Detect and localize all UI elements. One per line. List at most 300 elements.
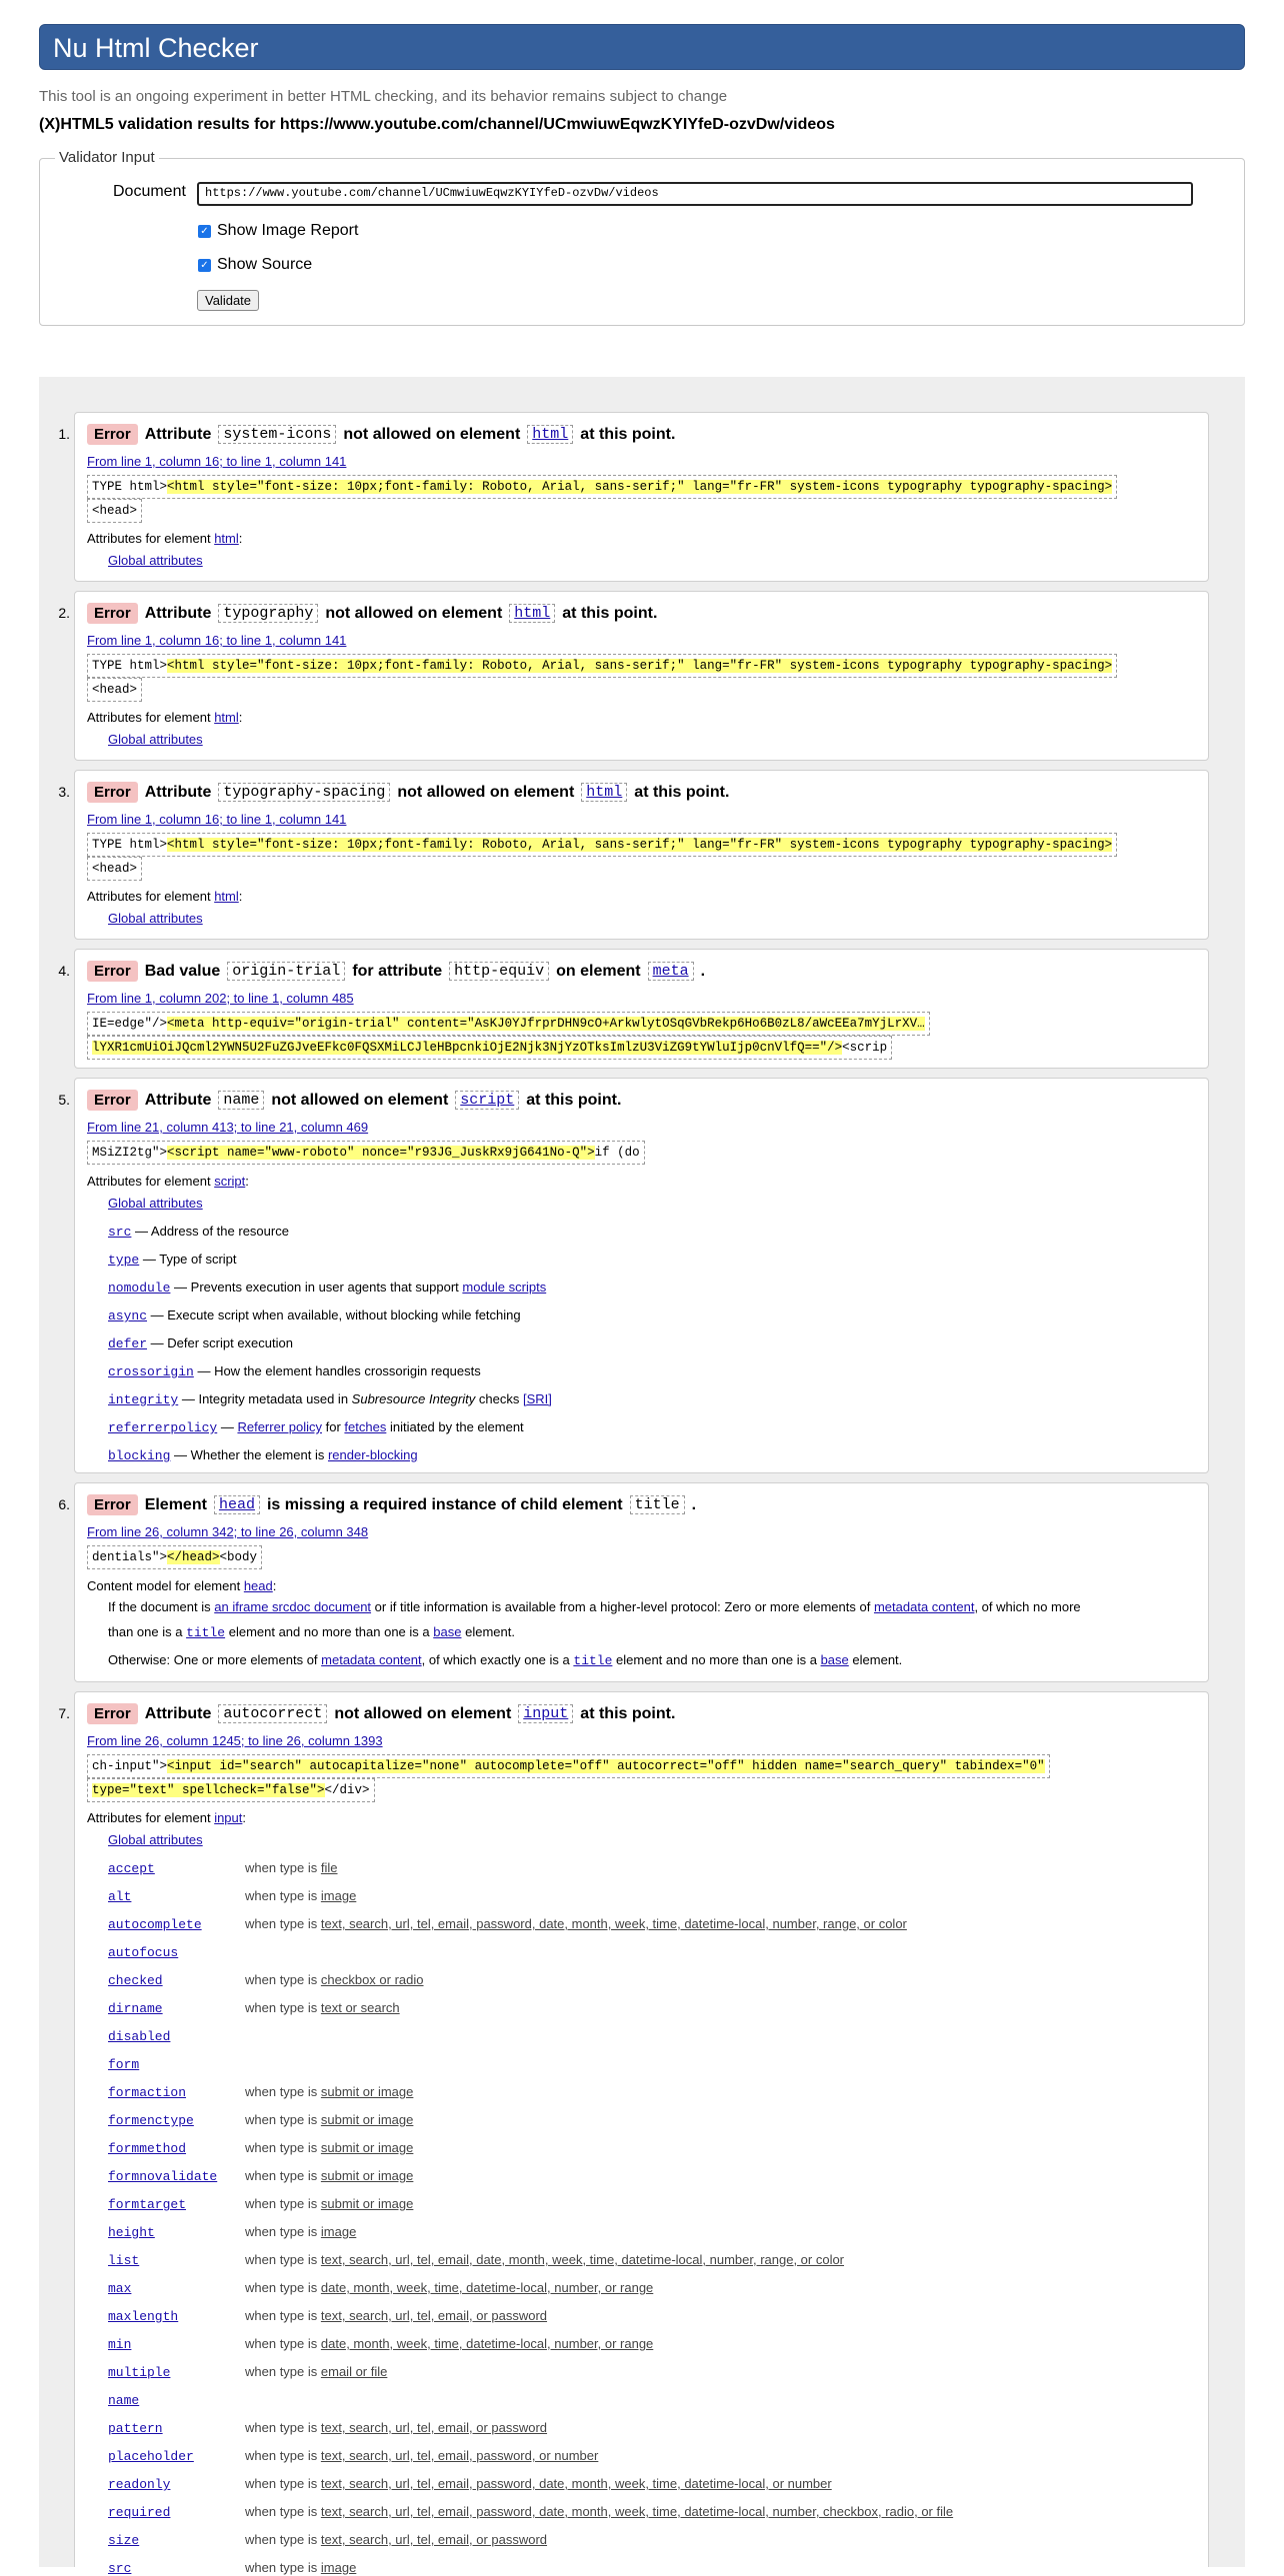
tagline: This tool is an ongoing experiment in better HTML checking, and its behavior remains subject to change [39, 88, 728, 105]
location-link[interactable]: From line 1, column 16; to line 1, column 141 [87, 633, 347, 648]
message-text: Attribute [144, 1704, 212, 1722]
attribute-row [108, 1280, 546, 1295]
type-values-link[interactable]: text, search, url, tel, email, password, date, month, week, time, datetime-local, number, range, or color [320, 1916, 907, 1931]
attribute-description: — Defer script execution [150, 1335, 293, 1350]
condition-text: when type is [245, 2084, 318, 2099]
attribute-row [108, 2308, 178, 2324]
attribute-link[interactable]: formmethod [108, 2141, 187, 2156]
attribute-condition [245, 1972, 424, 1987]
attribute-condition [245, 2476, 832, 2491]
attribute-condition [245, 1860, 338, 1875]
show-image-report-checkbox[interactable] [198, 222, 358, 240]
element-link[interactable]: title [573, 1653, 613, 1668]
condition-text: when type is [245, 2336, 318, 2351]
attribute-description: — Prevents execution in user agents that support [174, 1280, 459, 1294]
attribute-link[interactable]: formaction [108, 2085, 187, 2100]
attribute-row [108, 1363, 481, 1379]
message-title [87, 1494, 696, 1515]
document-label: Document [113, 183, 186, 200]
condition-text: when type is [245, 2504, 318, 2519]
location-link[interactable]: From line 21, column 413; to line 21, column 469 [87, 1120, 369, 1135]
message-text: Attribute [144, 425, 212, 443]
element-link[interactable]: input [523, 1705, 569, 1722]
global-attributes-link[interactable]: Global attributes [108, 1196, 203, 1211]
extract-highlight: </head> [167, 1550, 220, 1564]
element-link[interactable]: html [214, 889, 239, 904]
source-extract [87, 1141, 645, 1165]
attribute-row [108, 2252, 139, 2268]
attribute-condition [245, 2112, 413, 2127]
error-message [74, 591, 1209, 761]
attribute-link[interactable]: formtarget [108, 2197, 187, 2212]
message-title [87, 1703, 675, 1724]
attribute-link[interactable]: autocomplete [108, 1917, 202, 1932]
type-values-link[interactable]: text or search [320, 2000, 400, 2015]
element-link[interactable]: html [514, 605, 551, 622]
type-values-link[interactable]: file [320, 1860, 338, 1875]
attribute-row [108, 2392, 139, 2408]
source-extract [87, 475, 1117, 523]
element-link[interactable]: base [820, 1652, 849, 1667]
attribute-link[interactable]: dirname [108, 2001, 163, 2016]
type-values-link[interactable]: submit or image [320, 2196, 414, 2211]
type-values-link[interactable]: text, search, url, tel, email, or password [320, 2420, 548, 2435]
condition-text: when type is [245, 2196, 318, 2211]
message-text: . [691, 1495, 697, 1513]
source-extract [87, 1545, 262, 1569]
attribute-link[interactable]: alt [108, 1889, 132, 1904]
condition-text: when type is [245, 2168, 318, 2183]
element-code [214, 1495, 260, 1514]
element-code: title [630, 1495, 685, 1514]
type-values-link[interactable]: submit or image [320, 2168, 414, 2183]
condition-text: when type is [245, 1888, 318, 1903]
spec-link[interactable]: [SRI] [522, 1391, 552, 1406]
attribute-condition [245, 2168, 413, 2183]
condition-text: when type is [245, 1860, 318, 1875]
attribute-code: http-equiv [449, 962, 549, 981]
message-title [87, 1090, 621, 1111]
attribute-row [108, 2448, 194, 2464]
extract-highlight: <meta http-equiv="origin-trial" content="AsKJ0YJfrprDHN9cO+ArkwlytOSqGVbRekp6Ho6B0zL8/aWcEEa7mYjLrXV… [167, 1017, 925, 1031]
attribute-condition [245, 2420, 547, 2435]
message-number: 4. [58, 963, 70, 979]
spec-link[interactable]: metadata content [873, 1599, 975, 1614]
attributes-heading: Attributes for element html: [87, 710, 243, 725]
attribute-row [108, 1419, 524, 1435]
element-code [455, 1091, 519, 1110]
attribute-link[interactable]: multiple [108, 2365, 171, 2380]
global-attributes-link[interactable]: Global attributes [108, 732, 203, 747]
attribute-description: — How the element handles crossorigin requests [197, 1363, 481, 1378]
error-badge: Error [87, 1703, 138, 1724]
element-link[interactable]: head [243, 1578, 273, 1593]
type-values-link[interactable]: submit or image [320, 2084, 414, 2099]
attribute-row [108, 2280, 131, 2296]
attribute-condition [245, 2280, 653, 2295]
attribute-link[interactable]: required [108, 2505, 171, 2520]
type-values-link[interactable]: image [320, 2560, 357, 2575]
message-text: not allowed on element [397, 783, 575, 801]
attribute-link[interactable]: form [108, 2057, 140, 2072]
attribute-condition [245, 2224, 356, 2239]
spec-link[interactable]: module scripts [462, 1280, 547, 1294]
error-message [74, 412, 1209, 582]
paragraph-text: than one is a [108, 1624, 183, 1639]
element-link[interactable]: input [214, 1810, 243, 1825]
error-badge: Error [87, 603, 138, 624]
message-number: 1. [58, 426, 70, 442]
attribute-condition [245, 2308, 547, 2323]
attributes-label: Attributes for element [87, 531, 211, 546]
attributes-heading: Attributes for element script: [87, 1174, 249, 1189]
attribute-row [108, 1307, 521, 1323]
paragraph-text: , of which exactly one is a [421, 1652, 570, 1667]
attribute-row [108, 1391, 552, 1407]
extract-text: IE=edge"/> [92, 1017, 168, 1031]
attribute-row [108, 1972, 163, 1988]
attribute-condition [245, 2560, 356, 2575]
attribute-link[interactable]: max [108, 2281, 132, 2296]
attribute-condition [245, 2140, 413, 2155]
message-text: at this point. [526, 1091, 622, 1109]
attribute-link[interactable]: src [108, 1225, 132, 1240]
attribute-row [108, 2224, 155, 2240]
attribute-condition [245, 2504, 953, 2519]
attribute-condition [245, 2252, 844, 2267]
attribute-row [108, 2364, 170, 2380]
error-message [74, 949, 1209, 1069]
attribute-row [108, 1252, 237, 1268]
content-model-label: Content model for element [87, 1578, 241, 1593]
attribute-row [108, 1916, 202, 1932]
paragraph-text: element and no more than one is a [616, 1652, 817, 1667]
extract-text: dentials"> [92, 1550, 168, 1564]
extract-text: <body [219, 1550, 258, 1564]
element-link[interactable]: script [460, 1092, 515, 1109]
attribute-condition [245, 2532, 547, 2547]
type-values-link[interactable]: text, search, url, tel, email, password, date, month, week, time, datetime-local, number, checkbox, radio, or file [320, 2504, 954, 2519]
location-link[interactable]: From line 1, column 202; to line 1, column 485 [87, 991, 354, 1006]
condition-text: when type is [245, 2252, 318, 2267]
element-link[interactable]: html [214, 710, 239, 725]
document-url-input[interactable]: https://www.youtube.com/channel/UCmwiuwEqwzKYIYfeD-ozvDw/videos [197, 182, 1193, 206]
paragraph-text: , of which no more [974, 1599, 1081, 1614]
attribute-row [108, 2532, 139, 2548]
extract-highlight: type="text" spellcheck="false"> [92, 1783, 325, 1797]
error-message [74, 1691, 1209, 2576]
message-text: at this point. [634, 783, 730, 801]
attribute-description: Subresource Integrity [351, 1391, 476, 1406]
message-text: at this point. [580, 1704, 676, 1722]
paragraph-text: element. [465, 1624, 515, 1639]
element-link[interactable]: script [214, 1174, 246, 1189]
extract-highlight: <html style="font-size: 10px;font-family: Roboto, Arial, sans-serif;" lang="fr-FR" system-icons typography typography-spacing> [167, 838, 1113, 852]
type-values-link[interactable]: image [320, 2224, 357, 2239]
attribute-link[interactable]: min [108, 2337, 132, 2352]
attribute-link[interactable]: type [108, 1253, 140, 1268]
extract-text: <head> [87, 857, 142, 881]
type-values-link[interactable]: text, search, url, tel, email, password, date, month, week, time, datetime-local, or number [320, 2476, 832, 2491]
condition-text: when type is [245, 2364, 318, 2379]
attributes-heading: Attributes for element input: [87, 1810, 247, 1825]
extract-text: <head> [87, 499, 142, 523]
attributes-label: Attributes for element [87, 889, 211, 904]
location-link[interactable]: From line 1, column 16; to line 1, column 141 [87, 812, 347, 827]
extract-text: MSiZI2tg"> [92, 1146, 168, 1160]
type-values-link[interactable]: submit or image [320, 2140, 414, 2155]
condition-text: when type is [245, 2000, 318, 2015]
attribute-code: system-icons [218, 425, 336, 444]
attribute-code: typography [218, 604, 318, 623]
attribute-code: name [218, 1091, 264, 1110]
type-values-link[interactable]: email or file [320, 2364, 388, 2379]
paragraph-text: element and no more than one is a [228, 1624, 430, 1639]
error-badge: Error [87, 1090, 138, 1111]
condition-text: when type is [245, 1972, 318, 1987]
message-title [87, 961, 705, 982]
extract-text: ch-input"> [92, 1759, 168, 1773]
type-values-link[interactable]: text, search, url, tel, email, or password [320, 2532, 548, 2547]
page-header: Nu Html Checker [39, 24, 1245, 70]
attribute-condition [245, 2336, 653, 2351]
element-link[interactable]: html [586, 784, 623, 801]
type-values-link[interactable]: checkbox or radio [320, 1972, 424, 1987]
element-code [518, 1704, 573, 1723]
attribute-row [108, 2504, 170, 2520]
error-message [74, 770, 1209, 940]
paragraph-text: Otherwise: One or more elements of [108, 1652, 318, 1667]
value-code: origin-trial [227, 962, 345, 981]
attribute-link[interactable]: maxlength [108, 2309, 179, 2324]
message-text: not allowed on element [334, 1704, 512, 1722]
condition-text: when type is [245, 1916, 318, 1931]
attribute-link[interactable]: defer [108, 1336, 148, 1351]
element-code [509, 604, 555, 623]
attribute-description: — [220, 1419, 234, 1434]
message-number: 3. [58, 784, 70, 800]
message-title [87, 782, 729, 803]
extract-highlight: lYXR1cmUiOiJQcml2YWN5U2FuZGJveEFkc0FQSXMiLCJleHBpcnkiOjE2Njk3NjYzOTksImlzU3ViZG9tYWluIjp0cnVlfQ=="/> [92, 1041, 843, 1055]
attribute-description: for [325, 1419, 341, 1434]
extract-highlight: <html style="font-size: 10px;font-family: Roboto, Arial, sans-serif;" lang="fr-FR" system-icons typography typography-spacing> [167, 480, 1113, 494]
show-source-label: Show Source [217, 256, 313, 273]
content-model-heading: Content model for element head: [87, 1578, 277, 1593]
condition-text: when type is [245, 2448, 318, 2463]
type-values-link[interactable]: image [320, 1888, 357, 1903]
attribute-code: autocorrect [218, 1704, 327, 1723]
show-source-checkbox[interactable] [198, 256, 312, 274]
attribute-row [108, 2084, 186, 2100]
attribute-link[interactable]: crossorigin [108, 1364, 194, 1379]
error-message [74, 1078, 1209, 1473]
attribute-row [108, 2336, 131, 2352]
attribute-link[interactable]: formnovalidate [108, 2169, 218, 2184]
attribute-code: typography-spacing [218, 783, 390, 802]
attribute-row [108, 1447, 418, 1463]
attribute-description: — Whether the element is [174, 1447, 325, 1462]
paragraph-text: element. [852, 1652, 903, 1667]
message-text: on element [556, 962, 641, 980]
attribute-condition [245, 2364, 387, 2379]
attribute-row [108, 2028, 170, 2044]
attribute-link[interactable]: readonly [108, 2477, 171, 2492]
attribute-link[interactable]: referrerpolicy [108, 1420, 218, 1435]
global-attributes-link[interactable]: Global attributes [108, 911, 203, 926]
extract-text: TYPE html> [92, 480, 168, 494]
attribute-link[interactable]: src [108, 2561, 132, 2576]
message-title [87, 603, 657, 624]
error-message [74, 1482, 1209, 1682]
attribute-description: — Integrity metadata used in [181, 1391, 349, 1406]
global-attributes-link[interactable]: Global attributes [108, 1832, 203, 1847]
condition-text: when type is [245, 2140, 318, 2155]
attributes-heading: Attributes for element html: [87, 889, 243, 904]
message-text: for attribute [352, 962, 443, 980]
results-heading: (X)HTML5 validation results for https://www.youtube.com/channel/UCmwiuwEqwzKYIYfeD-ozvDw/videos [39, 116, 835, 133]
attribute-link[interactable]: placeholder [108, 2449, 194, 2464]
condition-text: when type is [245, 2560, 318, 2575]
checkbox-checked-icon[interactable]: ✓ [198, 259, 211, 272]
message-text: at this point. [562, 604, 658, 622]
show-image-report-label: Show Image Report [217, 222, 359, 239]
type-values-link[interactable]: submit or image [320, 2112, 414, 2127]
attribute-condition [245, 1888, 356, 1903]
error-badge: Error [87, 961, 138, 982]
condition-text: when type is [245, 2420, 318, 2435]
global-attributes-link[interactable]: Global attributes [108, 553, 203, 568]
source-extract [87, 833, 1117, 881]
attributes-label: Attributes for element [87, 1174, 211, 1189]
attribute-link[interactable]: checked [108, 1973, 163, 1988]
type-values-link[interactable]: text, search, url, tel, email, date, month, week, time, datetime-local, number, range, or color [320, 2252, 845, 2267]
condition-text: when type is [245, 2532, 318, 2547]
source-extract [87, 654, 1117, 702]
message-title [87, 424, 675, 445]
paragraph-text: or if title information is available from a higher-level protocol: Zero or more elements of [374, 1599, 871, 1614]
spec-link[interactable]: Referrer policy [237, 1419, 322, 1434]
attribute-link[interactable]: size [108, 2533, 140, 2548]
attribute-row [108, 2476, 170, 2492]
message-number: 2. [58, 605, 70, 621]
validate-button[interactable]: Validate [197, 290, 259, 311]
message-number: 5. [58, 1092, 70, 1108]
message-text: Attribute [144, 1091, 212, 1109]
attribute-row [108, 2168, 217, 2184]
element-code [581, 783, 627, 802]
element-code [527, 425, 573, 444]
attribute-link[interactable]: blocking [108, 1448, 171, 1463]
location-link[interactable]: From line 26, column 1245; to line 26, column 1393 [87, 1733, 383, 1748]
element-link[interactable]: meta [652, 963, 689, 980]
attribute-row [108, 2420, 163, 2436]
element-link[interactable]: title [186, 1625, 226, 1640]
message-text: Attribute [144, 783, 212, 801]
extract-text: <head> [87, 678, 142, 702]
attribute-link[interactable]: list [108, 2253, 140, 2268]
fieldset-legend: Validator Input [55, 149, 159, 166]
type-values-link[interactable]: date, month, week, time, datetime-local, number, or range [320, 2336, 654, 2351]
condition-text: when type is [245, 2280, 318, 2295]
attribute-row [108, 2560, 131, 2576]
attribute-condition [245, 2196, 413, 2211]
attribute-row [108, 1860, 155, 1876]
attribute-condition [245, 2000, 400, 2015]
extract-text: <scrip [842, 1041, 888, 1055]
attribute-row [108, 1944, 178, 1960]
attribute-description: — Execute script when available, without blocking while fetching [150, 1307, 521, 1322]
message-text: Attribute [144, 604, 212, 622]
element-link[interactable]: base [433, 1624, 462, 1639]
attribute-link[interactable]: height [108, 2225, 155, 2240]
attribute-link[interactable]: formenctype [108, 2113, 194, 2128]
element-link[interactable]: head [218, 1496, 255, 1513]
attributes-label: Attributes for element [87, 710, 211, 725]
attribute-description: — Address of the resource [135, 1224, 289, 1239]
attribute-condition [245, 2448, 598, 2463]
message-text: not allowed on element [343, 425, 521, 443]
attributes-label: Attributes for element [87, 1810, 211, 1825]
message-number: 7. [58, 1705, 70, 1721]
attribute-condition [245, 2084, 413, 2099]
type-values-link[interactable]: date, month, week, time, datetime-local, number, or range [320, 2280, 654, 2295]
spec-link[interactable]: an iframe srcdoc document [214, 1599, 372, 1614]
extract-text: if (do [594, 1146, 640, 1160]
attribute-link[interactable]: pattern [108, 2421, 163, 2436]
attribute-link[interactable]: disabled [108, 2029, 171, 2044]
checkbox-checked-icon[interactable]: ✓ [198, 225, 211, 238]
spec-link[interactable]: render-blocking [327, 1447, 418, 1462]
attribute-link[interactable]: accept [108, 1861, 155, 1876]
condition-text: when type is [245, 2476, 318, 2491]
attribute-link[interactable]: autofocus [108, 1945, 179, 1960]
extract-highlight: <input id="search" autocapitalize="none" autocomplete="off" autocorrect="off" hidden name="search_query" tabindex="0" [167, 1759, 1045, 1773]
type-values-link[interactable]: text, search, url, tel, email, or password [320, 2308, 548, 2323]
message-text: Element [144, 1495, 207, 1513]
attribute-row [108, 2196, 186, 2212]
element-link[interactable]: html [532, 426, 569, 443]
attribute-link[interactable]: integrity [108, 1392, 179, 1407]
message-number: 6. [58, 1496, 70, 1512]
extract-highlight: <html style="font-size: 10px;font-family: Roboto, Arial, sans-serif;" lang="fr-FR" system-icons typography typography-spacing> [167, 659, 1113, 673]
extract-text: </div> [324, 1783, 370, 1797]
type-values-link[interactable]: text, search, url, tel, email, password, or number [320, 2448, 599, 2463]
attribute-row [108, 2112, 194, 2128]
attribute-description: — Type of script [142, 1252, 237, 1267]
error-badge: Error [87, 782, 138, 803]
attribute-row [108, 1224, 289, 1240]
element-code [648, 962, 694, 981]
attribute-link[interactable]: async [108, 1308, 148, 1323]
condition-text: when type is [245, 2112, 318, 2127]
location-link[interactable]: From line 26, column 342; to line 26, column 348 [87, 1524, 369, 1539]
attribute-link[interactable]: nomodule [108, 1281, 171, 1295]
spec-link[interactable]: metadata content [321, 1652, 422, 1667]
attribute-row [108, 1335, 293, 1351]
element-link[interactable]: html [214, 531, 239, 546]
location-link[interactable]: From line 1, column 16; to line 1, column 141 [87, 454, 347, 469]
error-badge: Error [87, 1494, 138, 1515]
message-text: not allowed on element [325, 604, 503, 622]
message-text: at this point. [580, 425, 676, 443]
paragraph-text: If the document is [108, 1599, 211, 1614]
attribute-link[interactable]: name [108, 2393, 140, 2408]
message-text: . [700, 962, 706, 980]
source-extract [87, 1754, 1050, 1802]
attribute-description: checks [478, 1391, 520, 1406]
spec-link[interactable]: fetches [344, 1419, 387, 1434]
error-badge: Error [87, 424, 138, 445]
